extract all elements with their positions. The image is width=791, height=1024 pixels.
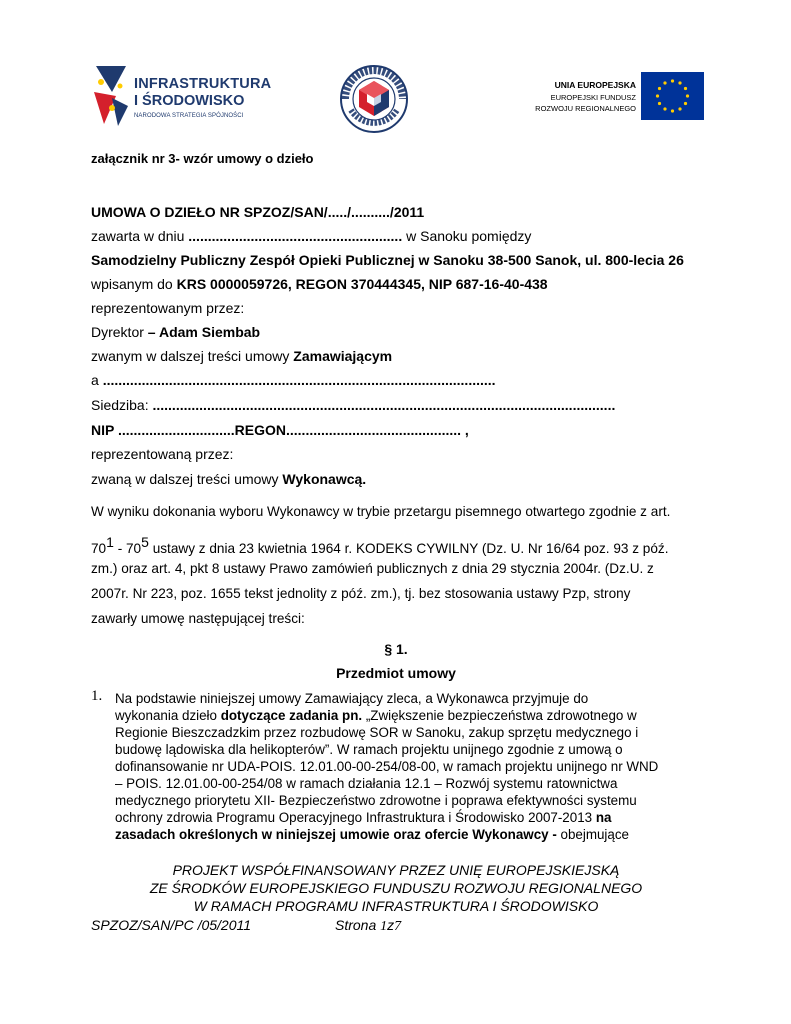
item-line2-b: dotyczące zadania pn. [220,708,363,723]
eu-flag-icon [641,72,704,120]
intro-line1: W wyniku dokonania wyboru Wykonawcy w trybie przetargu pisemnego otwartego zgodnie z art. [91,504,671,519]
called2-name: Wykonawcą. [282,471,367,487]
page-total: 7 [394,919,402,934]
director-name: – Adam Siembab [147,324,261,340]
called2-prefix: zwaną w dalszej treści umowy [91,471,283,487]
concluded-suffix: w Sanoku pomiędzy [402,228,532,244]
logo-hospital [337,64,411,134]
intro-line4: 2007r. Nr 223, poz. 1655 tekst jednolity z póź. zm.), tj. bez stosowania ustawy Pzp, strony [91,586,631,601]
item-line2-c: „Zwiększenie bezpieczeństwa zdrowotnego w [362,708,637,723]
art-sup-a: 1 [106,534,114,550]
logo-unia-europejska [516,72,706,124]
concluded-prefix: zawarta w dniu [91,228,189,244]
item-line2-a: wykonania dzieło [115,708,221,723]
item-number: 1. [91,688,103,704]
seat-line [91,396,615,414]
item-body [115,690,699,843]
page-number: 1 [380,919,388,934]
item-line8 [115,809,699,826]
art-sup-b: 5 [141,534,149,550]
nip-regon-line: NIP ..............................REGON............................................. , [91,422,469,438]
director-prefix: Dyrektor [91,324,148,340]
item-line3: Regionie Bieszczadzkim przez rozbudowę SOR w Sanoku, zakup sprzętu medycznego i [115,725,639,740]
item-line2 [115,707,699,724]
page-indicator [335,917,401,935]
intro-line5: zawarły umowę następującej treści: [91,611,305,626]
represented-by: reprezentowanym przez: [91,300,245,316]
item-line7: medycznego priorytetu XII- Bezpieczeństwo zdrowotne i poprawa efektywności systemu [115,793,637,808]
registered-line [91,275,548,293]
hospital-emblem-icon [337,64,411,134]
called2-line [91,470,366,488]
registered-ids: KRS 0000059726, REGON 370444345, NIP 687-16-40-438 [176,276,548,292]
item-line8-b: na [595,810,612,825]
logo-infrastruktura [92,62,272,132]
party2-label: a [91,372,103,388]
attachment-label: załącznik nr 3- wzór umowy o dzieło [91,151,314,166]
item-line6: – POIS. 12.01.00-00-254/08 w ramach działania 12.1 – Rozwój systemu ratownictwa [115,776,618,791]
logo-ue-line3: ROZWOJU REGIONALNEGO [535,104,636,113]
seat-dots: ....................................................................................................................... [152,397,616,413]
footer-line3: W RAMACH PROGRAMU INFRASTRUKTURA I ŚRODOWISKO [193,898,599,914]
item-line9-a: zasadach określonych w niniejszej umowie oraz ofercie Wykonawcy - [115,827,557,842]
page-separator: z [387,917,395,933]
concluded-date-dots: ....................................................... [188,228,403,244]
party2-dots: ..................................................................................................... [102,372,496,388]
footer-line1: PROJEKT WSPÓŁFINANSOWANY PRZEZ UNIĘ EUROPEJSKIEJSKĄ [172,862,620,878]
called-name: Zamawiającym [293,348,393,364]
called-line [91,347,392,365]
logo-infrastruktura-line2: I ŚRODOWISKO [134,93,245,109]
item-line4: budowę lądowiska dla helikopterów”. W ramach projektu unijnego zgodnie z umową o [115,742,623,757]
art-dash: - 70 [113,541,142,556]
item-line9-b: obejmujące [556,827,630,842]
item-line5: dofinansowanie nr UDA-POIS. 12.01.00-00-254/08-00, w ramach projektu unijnego nr WND [115,759,659,774]
page-label: Strona [335,917,381,933]
called-prefix: zwanym w dalszej treści umowy [91,348,294,364]
concluded-line [91,227,531,245]
registered-prefix: wpisanym do [91,276,177,292]
logo-ue-line1: UNIA EUROPEJSKA [554,80,636,90]
art-number-a: 70 [91,541,107,556]
logo-infrastruktura-line1: INFRASTRUKTURA [134,76,272,92]
seat-label: Siedziba: [91,397,153,413]
intro-line2-rest: ustawy z dnia 23 kwietnia 1964 r. KODEKS CYWILNY (Dz. U. Nr 16/64 poz. 93 z póź. [148,541,669,556]
item-line9 [115,826,699,843]
infrastruktura-emblem-icon [92,62,130,130]
party1-name: Samodzielny Publiczny Zespół Opieki Publicznej w Sanoku 38-500 Sanok, ul. 800-lecia 26 [91,252,684,268]
item-line8-a: ochrony zdrowia Programu Operacyjnego Infrastruktura i Środowisko 2007-2013 [115,810,596,825]
party2-line [91,371,496,389]
contract-title: UMOWA O DZIEŁO NR SPZOZ/SAN/...../........../2011 [91,204,425,220]
logo-ue-line2: EUROPEJSKI FUNDUSZ [550,93,636,102]
logo-infrastruktura-line3: NARODOWA STRATEGIA SPÓJNOŚCI [134,113,244,119]
section-title: Przedmiot umowy [336,665,456,681]
intro-line3: zm.) oraz art. 4, pkt 8 ustawy Prawo zamówień publicznych z dnia 29 stycznia 2004r. (Dz.U. z [91,561,654,576]
item-line1: Na podstawie niniejszej umowy Zamawiający zleca, a Wykonawca przyjmuje do [115,691,589,706]
section-symbol: § 1. [384,641,408,657]
footer-ref: SPZOZ/SAN/PC /05/2011 [91,917,252,933]
intro-line2 [91,533,668,558]
represented-by-f: reprezentowaną przez: [91,446,234,462]
footer-line2: ZE ŚRODKÓW EUROPEJSKIEGO FUNDUSZU ROZWOJU REGIONALNEGO [149,880,643,896]
director-line [91,323,260,341]
